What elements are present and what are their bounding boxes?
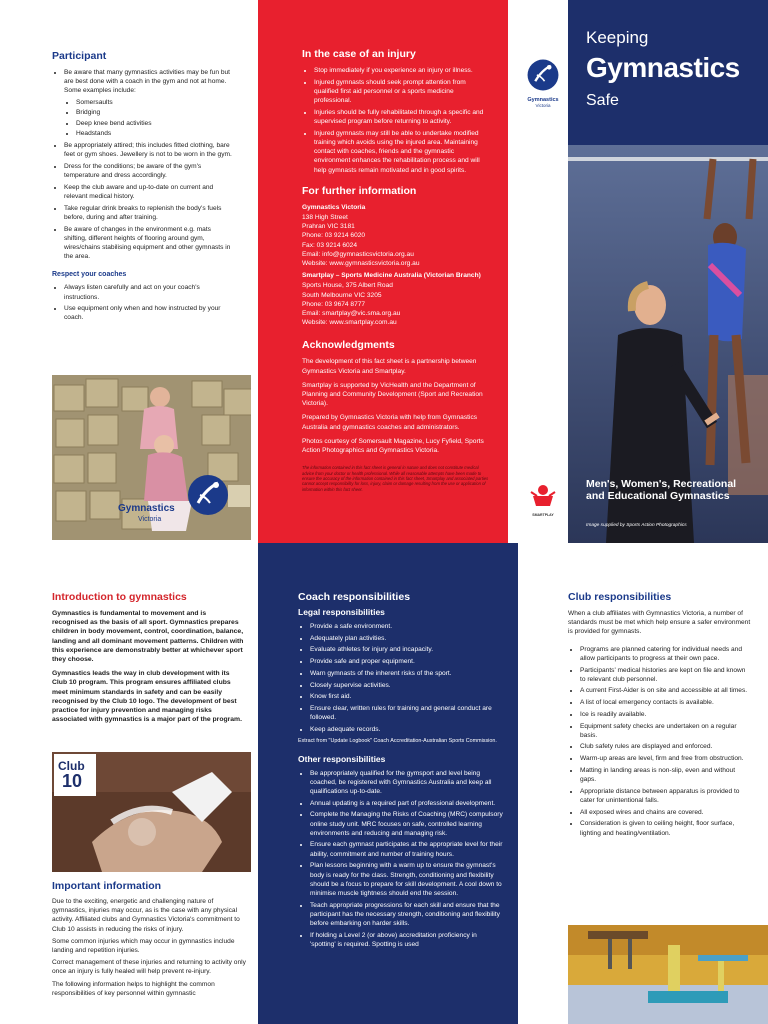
list-item: • Ice is readily available. [580, 710, 752, 719]
other-list [298, 769, 504, 950]
list-item: • Be aware that many gymnastics activities may be fun but are best done with a coach in the gym and not at home. Some examples include: [64, 68, 234, 96]
list-item: • All exposed wires and chains are covered. [580, 808, 752, 817]
list-item: • Club safety rules are displayed and enforced. [580, 742, 752, 751]
gymnast-logo-icon [186, 473, 230, 517]
list-item: • Keep the club aware and up-to-date on current and relevant medical history. [64, 183, 234, 201]
list-item: • Stop immediately if you experience an injury or illness. [314, 66, 490, 75]
gv-line: Fax: 03 9214 6024 [302, 241, 357, 249]
club10-word: Club [58, 759, 85, 773]
gv-line: Prahran VIC 3181 [302, 223, 355, 231]
logo-subtext: Victoria [535, 103, 551, 108]
sp-line: Sports House, 375 Albert Road [302, 282, 393, 290]
club10-logo [54, 754, 96, 796]
legal-list [298, 622, 504, 734]
list-item: • Ensure clear, written rules for training and general conduct are followed. [310, 704, 504, 722]
list-item: • Be aware of changes in the environment e.g. mats shifting, different heights of flooring around gym, wires/chains stabilising equipment and other gymnasts in the area. [64, 225, 234, 262]
participant-title: Participant [52, 50, 107, 62]
gv-website[interactable]: Website: www.gymnasticsvictoria.org.au [302, 259, 420, 267]
list-item: • Adequately plan activities. [310, 634, 504, 643]
list-item: • Teach appropriate progressions for each skill and ensure that the participant has the necessary strength, conditioning and flexibility before embarking on harder skills. [310, 901, 504, 929]
gv-line: 138 High Street [302, 213, 348, 221]
important-panel [0, 880, 258, 1024]
list-item: • Be appropriately qualified for the gymsport and level being coached, be registered with Gymnastics Australia and keep all qualifications up-to-date. [310, 769, 504, 797]
disclaimer: The information contained in this fact sheet is general in nature and does not constitute medical advice from your doctor or health professional. While all reasonable attempts have been made to ensure the accuracy of the information contained in this fact sheet, Smartplay and associated parties cannot accept responsibility for loss, injury, claim or damage resulting from the use or application of information within this fact sheet. [302, 465, 489, 492]
participant-list [52, 68, 234, 261]
sp-line: South Melbourne VIC 3205 [302, 291, 382, 299]
cover-gymnast-photo [568, 145, 768, 543]
cover-subtitle: Men's, Women's, Recreational and Educational Gymnastics [586, 478, 737, 502]
list-item: • Warn gymnasts of the inherent risks of the sport. [310, 669, 504, 678]
list-item: • Always listen carefully and act on your coach's instructions. [64, 283, 234, 301]
smartplay-text: SMARTPLAY [532, 513, 554, 517]
list-item: • Injured gymnasts should seek prompt attention from qualified first aid personnel or a sports medicine professional. [314, 78, 490, 106]
ack-para: Smartplay is supported by VicHealth and the Department of Planning and Community Development (Sport and Recreation Victoria). [302, 381, 483, 408]
logo-text: Gymnastics [527, 97, 559, 103]
examples-list [64, 98, 234, 138]
participant-panel [0, 0, 258, 375]
list-item: • Take regular drink breaks to replenish the body's fuels before, during and after training. [64, 204, 234, 222]
list-item: • Bridging [76, 108, 234, 117]
cover-panel [508, 0, 768, 543]
cover-logo [520, 58, 566, 108]
list-item: • Injured gymnasts may still be able to undertake modified training which avoids using the injured area. Maintaining contact with coaches, friends and the gymnastic environment enhances the rehabilitation process and will help gymnasts remain motivated and in good spirits. [314, 129, 490, 175]
club-list [568, 645, 752, 838]
list-item: • Matting in landing areas is non-slip, even and without gaps. [580, 766, 752, 784]
ack-para: Photos courtesy of Somersault Magazine, Lucy Fyfield, Sports Action Photographics and Gymnastics Victoria. [302, 437, 484, 454]
injury-panel [258, 0, 508, 543]
list-item: • Somersaults [76, 98, 234, 107]
list-item: • Injuries should be fully rehabilitated through a specific and supervised program before returning to activity. [314, 108, 490, 126]
ack-para: Prepared by Gymnastics Victoria with help from Gymnastics Australia and gymnastics coaches and administrators. [302, 414, 478, 431]
gv-email[interactable]: Email: info@gymnasticsvictoria.org.au [302, 250, 414, 258]
list-item: • Keep adequate records. [310, 725, 504, 734]
injury-title: In the case of an injury [302, 48, 416, 60]
important-para: Due to the exciting, energetic and challenging nature of gymnastics, injuries may occur, as is the case with any physical activity. Affiliated clubs and Gymnastics Victoria's commitment to Club 10 assists in reducing the risks of injury. [52, 898, 240, 933]
logo-text: Gymnastics [118, 503, 175, 514]
club-panel [518, 543, 768, 923]
list-item: • If holding a Level 2 (or above) accreditation proficiency in 'spotting' is required. Spotting is used [310, 931, 504, 949]
list-item: • Ensure each gymnast participates at the appropriate level for their ability, commitment and number of training hours. [310, 840, 504, 858]
important-para: Correct management of these injuries and returning to activity only once an injury is fully healed will help prevent re-injury. [52, 959, 246, 976]
foam-pit-photo [52, 375, 251, 540]
logo-subtext: Victoria [138, 516, 162, 523]
list-item: • Evaluate athletes for injury and incapacity. [310, 645, 504, 654]
club-title: Club responsibilities [568, 591, 672, 603]
cover-keeping: Keeping [586, 28, 649, 47]
list-item: • Plan lessons beginning with a warm up to ensure the gymnast's body is ready for the class. Strength, conditioning and flexibility should be a focus to prepare for skill development. A cool down to minimise muscle tightness should end the session. [310, 861, 504, 898]
coach-title: Coach responsibilities [298, 591, 411, 603]
list-item: • A current First-Aider is on site and accessible at all times. [580, 686, 752, 695]
cover-safe: Safe [586, 92, 619, 109]
intro-para: Gymnastics leads the way in club development with its Club 10 program. This program ensures affiliated clubs meet minimum standards in safety and can be easily recognised by the Club 10 logo. The development of best practice for injury prevention and managing risks associated with gymnastics is a major part of the program. [52, 670, 242, 724]
list-item: • Equipment safety checks are undertaken on a regular basis. [580, 722, 752, 740]
list-item: • Deep knee bend activities [76, 119, 234, 128]
important-title: Important information [52, 880, 162, 892]
list-item: • Consideration is given to ceiling height, floor surface, lighting and heating/ventilation. [580, 819, 752, 837]
list-item: • Dress for the conditions; be aware of the gym's temperature and dress accordingly. [64, 162, 234, 180]
further-info-title: For further information [302, 184, 417, 197]
other-title: Other responsibilities [298, 753, 386, 764]
cover-credit: Image supplied by Sports Action Photographics [586, 523, 687, 528]
gv-line: Phone: 03 9214 6020 [302, 232, 366, 240]
list-item: • Use equipment only when and how instructed by your coach. [64, 304, 234, 322]
list-item: • Provide a safe environment. [310, 622, 504, 631]
gv-name: Gymnastics Victoria [302, 203, 366, 211]
list-item: • A list of local emergency contacts is available. [580, 698, 752, 707]
list-item: • Know first aid. [310, 692, 504, 701]
sp-email[interactable]: Email: smartplay@vic.sma.org.au [302, 309, 401, 317]
list-item: • Warm-up areas are level, firm and free from obstruction. [580, 754, 752, 763]
list-item: • Annual updating is a required part of professional development. [310, 799, 504, 808]
cover-title-box [568, 0, 768, 145]
list-item: • Appropriate distance between apparatus is provided to cater for unintentional falls. [580, 787, 752, 805]
cover-gymnastics: Gymnastics [586, 52, 740, 83]
list-item: • Provide safe and proper equipment. [310, 657, 504, 666]
gymnast-logo-icon [526, 58, 560, 92]
intro-title: Introduction to gymnastics [52, 591, 187, 603]
coach-panel [258, 543, 518, 1024]
beam-photo [568, 925, 768, 1024]
injury-list [302, 66, 490, 175]
sp-website[interactable]: Website: www.smartplay.com.au [302, 319, 397, 327]
important-para: Some common injuries which may occur in gymnastics include landing and repetition injuries. [52, 937, 235, 955]
club-intro: When a club affiliates with Gymnastics Victoria, a number of standards must be met which help ensure a safer environment is provided for gymnasts. [568, 610, 751, 636]
list-item: • Headstands [76, 129, 234, 138]
gv-logo-small [118, 473, 248, 533]
list-item: • Closely supervise activities. [310, 681, 504, 690]
list-item: • Complete the Managing the Risks of Coaching (MRC) compulsory online study unit. MRC focuses on safe, controlled learning environments and reducing and managing risk. [310, 810, 504, 838]
sp-line: Phone: 03 9674 8777 [302, 300, 366, 308]
list-item: • Be appropriately attired; this includes fitted clothing, bare feet or gym shoes. Jewellery is not to be worn in the gym. [64, 141, 234, 159]
club10-number: 10 [62, 771, 83, 791]
respect-list [52, 283, 234, 322]
chalk-hands-photo [52, 752, 251, 872]
list-item: • Participants' medical histories are kept on file and known to relevant club personnel. [580, 666, 752, 684]
important-para: The following information helps to highlight the common responsibilities of key personnel within gymnastic [52, 980, 215, 997]
legal-title: Legal responsibilities [298, 607, 385, 617]
extract-note: Extract from "Update Logbook" Coach Accreditation-Australian Sports Commission. [298, 738, 497, 745]
intro-para: Gymnastics is fundamental to movement and is recognised as the basis of all sport. Gymnastics prepares children in body movement, control, coordination, balance, landing and all dominant movement patterns. Children with this experience are demonstrably better at whichever sport they choose. [52, 610, 244, 664]
ack-para: The development of this fact sheet is a partnership between Gymnastics Victoria and Smartplay. [302, 358, 477, 375]
sp-name: Smartplay – Sports Medicine Australia (Victorian Branch) [302, 272, 481, 280]
list-item: • Programs are planned catering for individual needs and allow participants to progress at their own pace. [580, 645, 752, 663]
balance-beam-image [568, 925, 768, 1024]
smartplay-icon [528, 482, 558, 508]
smartplay-logo [520, 482, 566, 517]
acknowledgments-title: Acknowledgments [302, 339, 395, 352]
respect-title: Respect your coaches [52, 271, 127, 279]
